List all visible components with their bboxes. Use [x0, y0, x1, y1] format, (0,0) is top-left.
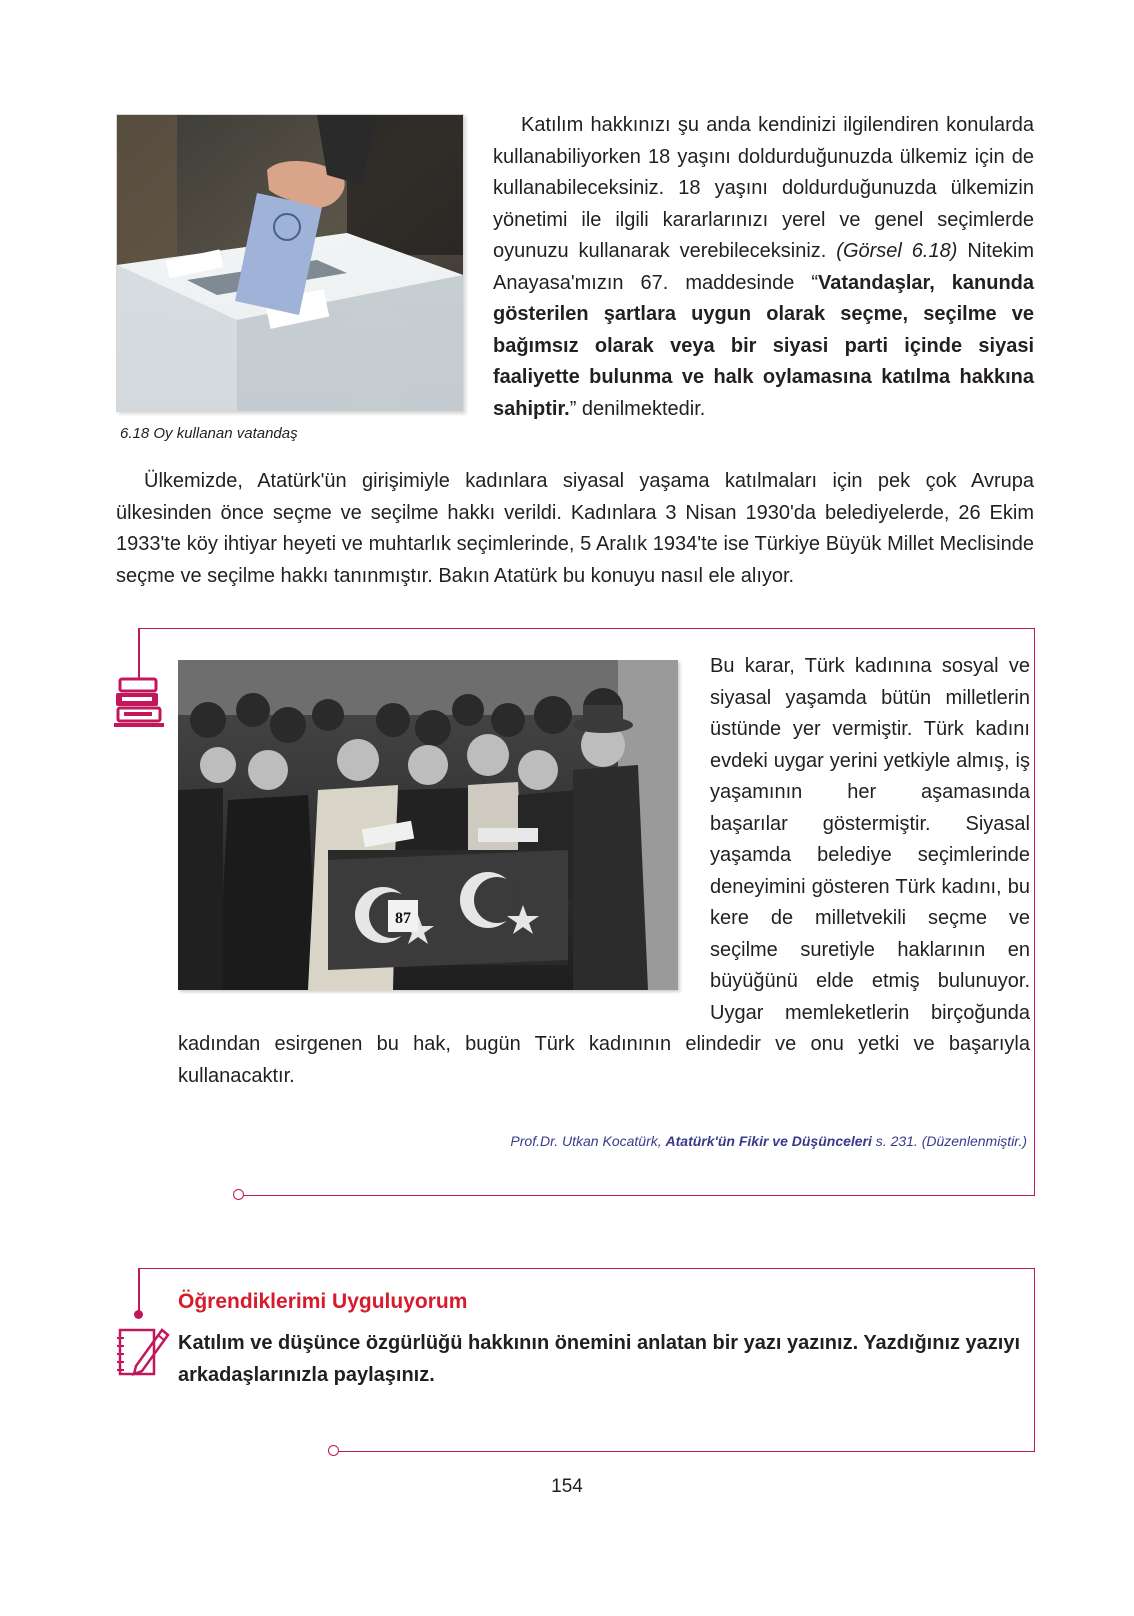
ataturk-quote	[178, 651, 1030, 1092]
para1-text-a: Katılım hakkınızı şu anda kendinizi ilgilendiren konularda kullanabiliyorken 18 yaşını doldurduğunuzda ülkemiz için de kullanabileceksiniz. 18 yaşını doldurduğunuzda ülkemizin yönetimi ile ilgili kararlarınızı yerel ve genel seçimlerde oyunuzu kullanarak verebileceksiniz.	[493, 114, 1034, 262]
activity-frame-dot	[134, 1310, 143, 1319]
page-number: 154	[551, 1476, 583, 1497]
source-page: s. 231. (Düzenlenmiştir.)	[871, 1133, 1027, 1149]
quote-source	[300, 1133, 1027, 1149]
constitution-quote: Vatandaşlar, kanunda gösterilen şartlara uygun olarak seçme, seçilme ve bağımsız olarak veya bir siyasi parti içinde siyasi faaliyette bulunma ve halk oylamasına katılma hakkına sahiptir.	[493, 271, 1034, 420]
activity-frame-bottom-dot	[328, 1445, 339, 1456]
figure-reference: (Görsel 6.18)	[836, 240, 958, 262]
pencil-notebook-icon	[116, 1322, 172, 1382]
source-author: Prof.Dr. Utkan Kocatürk,	[510, 1133, 666, 1149]
para1-text-c: ” denilmektedir.	[569, 397, 706, 420]
quote-frame-gap	[136, 1190, 234, 1198]
source-book-title: Atatürk'ün Fikir ve Düşünceleri	[665, 1133, 872, 1149]
quote-body: Bu karar, Türk kadınına sosyal ve siyasal yaşamda bütün milletlerin üstünde yer vermiştir. Türk kadını evdeki uygar yerini yetkiyle almış, iş yaşamının her aşamasında başarılar göstermiştir. Siyasal yaşamda belediye seçimlerinde deneyimini gösteren Türk kadını, bu kere de milletvekili seçme ve seçilme suretiyle haklarının en büyüğünü elde etmiş bulunuyor. Uygar memleketlerin birçoğunda kadından esirgenen bu hak, bugün Türk kadınının elindedir ve onu yetki ve başarıyla kullanacaktır.	[178, 655, 1030, 1087]
box-number: 87	[395, 910, 411, 927]
ballot-box-photo	[116, 114, 464, 412]
quote-box-frame-left	[138, 628, 140, 678]
womens-suffrage-paragraph: Ülkemizde, Atatürk'ün girişimiyle kadınlara siyasal yaşama katılmaları için pek çok Avrupa ülkesinden önce seçme ve seçilme hakkı verildi. Kadınlara 3 Nisan 1930'da belediyelerde, 26 Ekim 1933'te köy ihtiyar heyeti ve muhtarlık seçimlerinde, 5 Aralık 1934'te ise Türkiye Büyük Millet Meclisinde seçme ve seçilme hakkı tanınmıştır. Bakın Atatürk bu konuyu nasıl ele alıyor.	[116, 470, 1034, 587]
quote-frame-dot	[233, 1189, 244, 1200]
activity-instruction: Katılım ve düşünce özgürlüğü hakkının önemini anlatan bir yazı yazınız. Yazdığınız yazıyı arkadaşlarınızla paylaşınız.	[178, 1332, 1021, 1386]
books-icon	[112, 675, 168, 731]
para1-text-b: Nitekim Anayasa'mızın 67. maddesinde “	[493, 240, 1034, 294]
figure-caption: 6.18 Oy kullanan vatandaş	[120, 425, 298, 442]
activity-title: Öğrendiklerimi Uyguluyorum	[178, 1290, 468, 1313]
intro-paragraph	[493, 110, 1034, 425]
quote-photo-spacer	[178, 651, 710, 1029]
activity-frame-left	[138, 1268, 140, 1314]
activity-frame-gap	[136, 1446, 328, 1454]
